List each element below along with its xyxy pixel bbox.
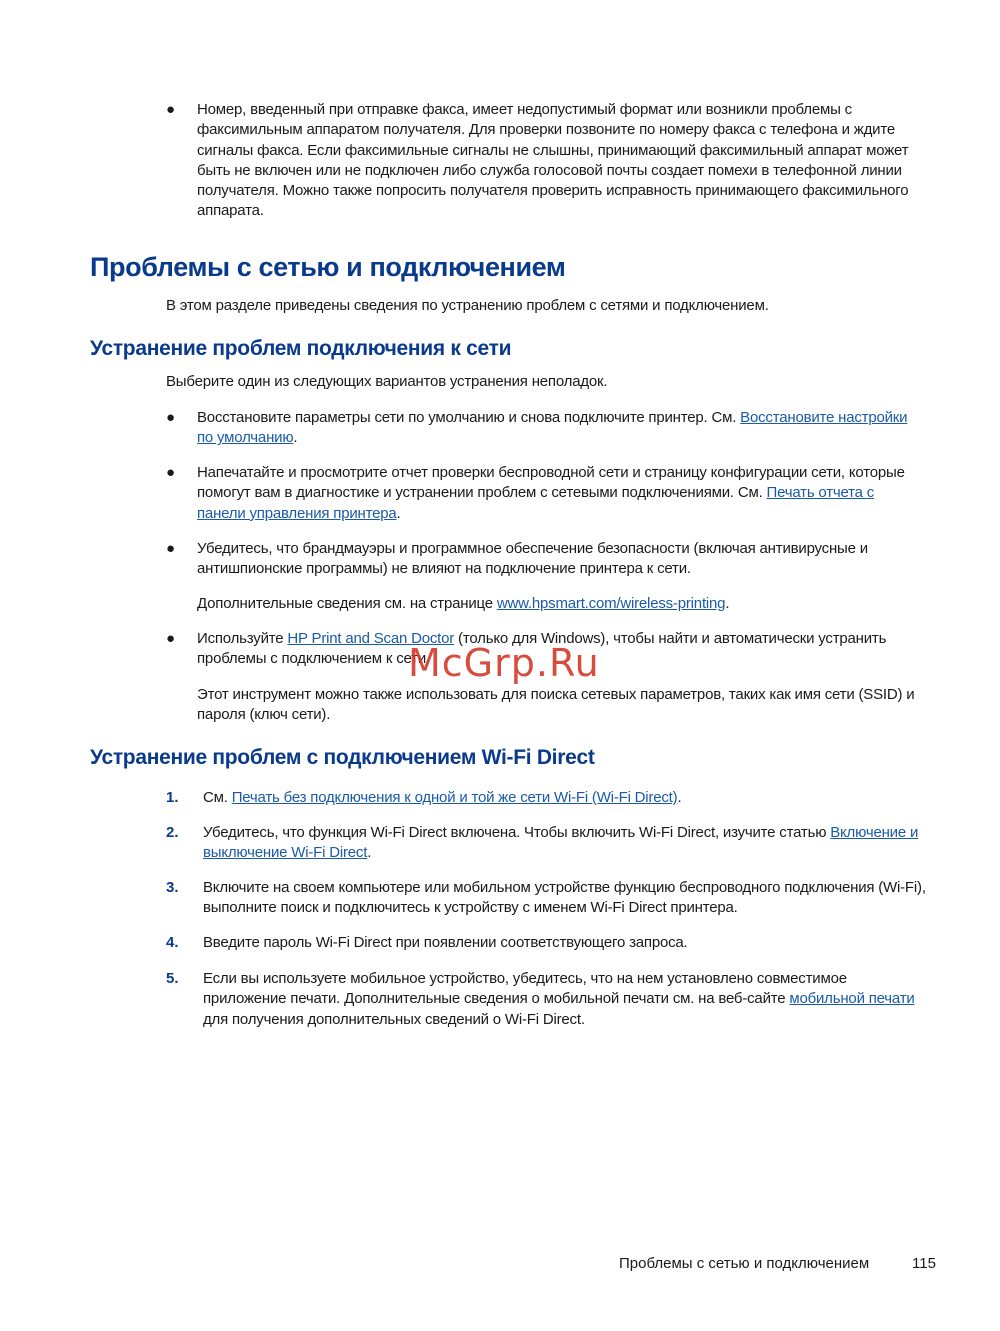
bullet-marker: ● — [166, 464, 176, 481]
step-item: Если вы используете мобильное устройство, убедитесь, что на нем установлено совместимое приложение печати. Дополнительные сведения о мобильной печати см. на веб-сайте мобильной печати для получения дополнительных сведений о Wi-Fi Direct. — [203, 970, 915, 1028]
print-report-link[interactable]: Печать отчета с панели управления принтера — [197, 484, 875, 522]
step-item: Введите пароль Wi-Fi Direct при появлении соответствующего запроса. — [203, 934, 688, 951]
print-without-network-link[interactable]: Печать без подключения к одной и той же сети Wi-Fi (Wi-Fi Direct) — [231, 789, 678, 806]
bullet-marker: ● — [166, 540, 176, 557]
bullet-marker: ● — [166, 630, 176, 647]
footer-section-name: Проблемы с сетью и подключением — [619, 1255, 870, 1272]
watermark-logo: McGrp.Ru — [408, 641, 600, 685]
mobile-printing-link[interactable]: мобильной печати — [789, 990, 915, 1008]
toggle-wifi-direct-link[interactable]: Включение и выключение Wi-Fi Direct — [203, 824, 919, 862]
step-number: 5. — [166, 970, 179, 987]
hpsmart-wireless-link[interactable]: www.hpsmart.com/wireless-printing — [496, 595, 726, 612]
wifi-direct-subtitle: Устранение проблем с подключением Wi-Fi Direct — [90, 746, 595, 769]
list-item: Используйте HP Print and Scan Doctor (только для Windows), чтобы найти и автоматически устранить проблемы с подключением к сети. — [197, 630, 887, 668]
step-item: Включите на своем компьютере или мобильном устройстве функцию беспроводного подключения (Wi-Fi), выполните поиск и подключитесь к устройству с именем Wi-Fi Direct принтера. — [203, 879, 926, 917]
step-item: См. Печать без подключения к одной и той же сети Wi-Fi (Wi-Fi Direct). — [203, 789, 682, 806]
restore-defaults-link[interactable]: Восстановите настройки по умолчанию — [197, 409, 908, 447]
step-number: 1. — [166, 789, 179, 806]
list-item: Восстановите параметры сети по умолчанию и снова подключите принтер. См. Восстановите настройки по умолчанию. — [197, 409, 908, 447]
print-scan-doctor-link[interactable]: HP Print and Scan Doctor — [287, 630, 455, 647]
fax-number-paragraph: Номер, введенный при отправке факса, имеет недопустимый формат или возникли проблемы с факсимильным аппаратом получателя. Для проверки позвоните по номеру факса с телефона и ждите сигналы факса. Если факсимильные сигналы не слышны, принимающий факсимильный аппарат может быть не включен или не подключен либо служба голосовой почты создает помехи в телефонной линии получателя. Можно также попросить получателя проверить исправность принимающего факсимильного аппарата. — [197, 101, 909, 220]
network-subtitle: Устранение проблем подключения к сети — [90, 337, 512, 360]
section-title: Проблемы с сетью и подключением — [90, 252, 566, 282]
list-item: Напечатайте и просмотрите отчет проверки беспроводной сети и страницу конфигурации сети, которые помогут вам в диагностике и устранении проблем с сетевыми подключениями. См. Печать отчета с панели управления принтера. — [197, 464, 905, 522]
step-item: Убедитесь, что функция Wi-Fi Direct включена. Чтобы включить Wi-Fi Direct, изучите статью Включение и выключение Wi-Fi Direct. — [203, 824, 919, 862]
bullet-marker: ● — [166, 409, 176, 426]
bullet-marker: ● — [166, 101, 176, 118]
section-intro: В этом разделе приведены сведения по устранению проблем с сетями и подключением. — [166, 297, 769, 314]
page-number: 115 — [912, 1255, 936, 1272]
step-number: 2. — [166, 824, 179, 841]
list-item-extra: Дополнительные сведения см. на странице www.hpsmart.com/wireless-printing. — [197, 595, 730, 612]
step-number: 3. — [166, 879, 179, 896]
firewall-paragraph: Убедитесь, что брандмауэры и программное обеспечение безопасности (включая антивирусные и антишпионские программы) не влияют на подключение принтера к сети. — [197, 540, 868, 578]
tool-note-paragraph: Этот инструмент можно также использовать для поиска сетевых параметров, таких как имя сети (SSID) и пароля (ключ сети). — [197, 686, 915, 724]
step-number: 4. — [166, 934, 179, 951]
network-intro: Выберите один из следующих вариантов устранения неполадок. — [166, 373, 608, 390]
